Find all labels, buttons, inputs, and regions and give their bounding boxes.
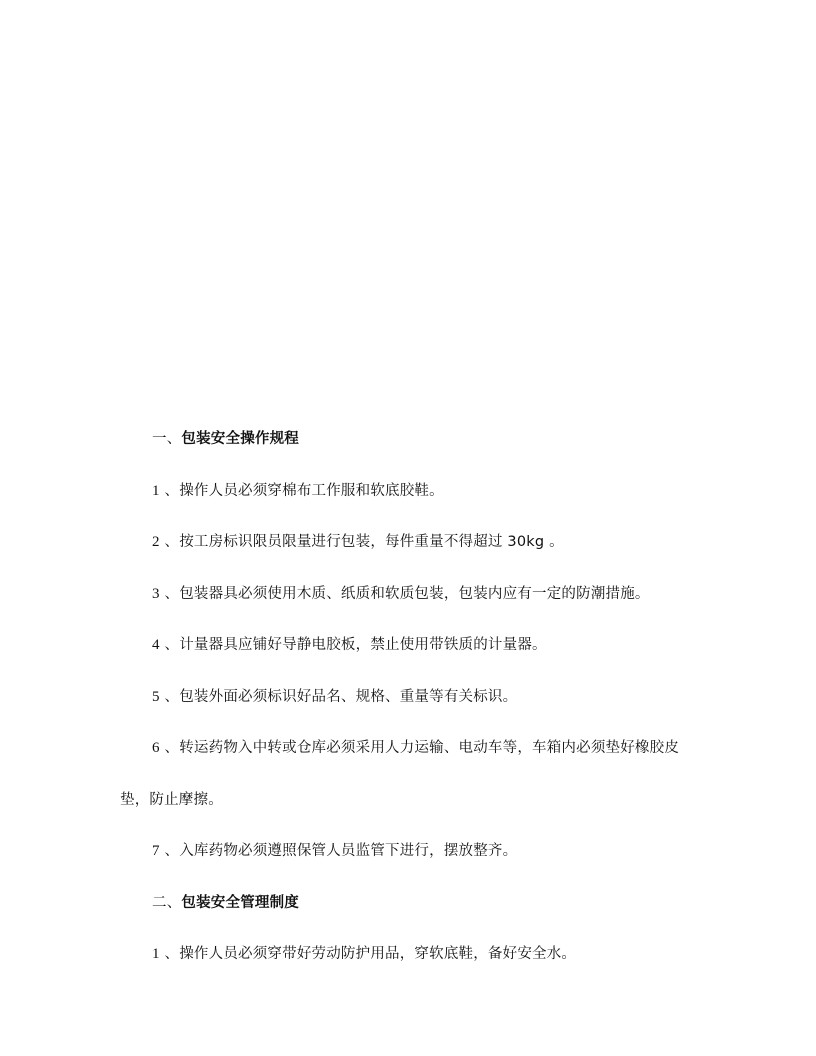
item-number: 7: [152, 843, 160, 859]
section-heading-title: 包装安全管理制度: [181, 894, 300, 911]
item-number: 4: [152, 637, 160, 653]
item-text: 计量器具应铺好导静电胶板，禁止使用带铁质的计量器。: [179, 637, 547, 653]
item-number: 1: [152, 946, 160, 962]
item-text: 转运药物入中转或仓库必须采用人力运输、电动车等，车箱内必须垫好橡胶皮垫，防止摩擦。: [120, 740, 680, 808]
item-separator: 、: [159, 585, 180, 602]
list-item: [120, 620, 696, 672]
item-separator: 、: [159, 482, 180, 499]
list-item: [120, 466, 696, 518]
item-text: 操作人员必须穿棉布工作服和软底胶鞋。: [179, 482, 444, 499]
section-heading-1: [120, 414, 696, 466]
list-item: [120, 723, 696, 826]
item-separator: 、: [159, 534, 180, 550]
item-text: 包装器具必须使用木质、纸质和软质包装，包装内应有一定的防潮措施。: [179, 585, 650, 602]
list-item: [120, 929, 696, 981]
item-separator: 、: [159, 637, 180, 653]
item-number: 5: [152, 688, 160, 705]
item-text: 包装外面必须标识好品名、规格、重量等有关标识。: [179, 688, 518, 705]
item-text: 入库药物必须遵照保管人员监管下进行，摆放整齐。: [179, 843, 518, 859]
item-separator: 、: [159, 688, 180, 705]
item-text: 操作人员必须穿带好劳动防护用品，穿软底鞋，备好安全水。: [179, 946, 577, 962]
item-separator: 、: [159, 946, 180, 962]
item-number: 2: [152, 534, 160, 550]
item-text: 按工房标识限员限量进行包装，每件重量不得超过 30kg 。: [179, 534, 564, 550]
list-item: [120, 672, 696, 724]
item-number: 3: [152, 585, 160, 602]
item-separator: 、: [159, 843, 180, 859]
list-item: [120, 517, 696, 569]
section-heading-prefix: 二、: [152, 894, 182, 911]
section-heading-title: 包装安全操作规程: [181, 431, 300, 447]
document-body: [120, 414, 696, 981]
section-heading-2: [120, 878, 696, 930]
item-separator: 、: [159, 740, 180, 756]
list-item: [120, 569, 696, 621]
item-number: 1: [152, 482, 160, 499]
section-heading-prefix: 一、: [152, 431, 182, 447]
list-item: [120, 826, 696, 878]
item-number: 6: [152, 740, 160, 756]
